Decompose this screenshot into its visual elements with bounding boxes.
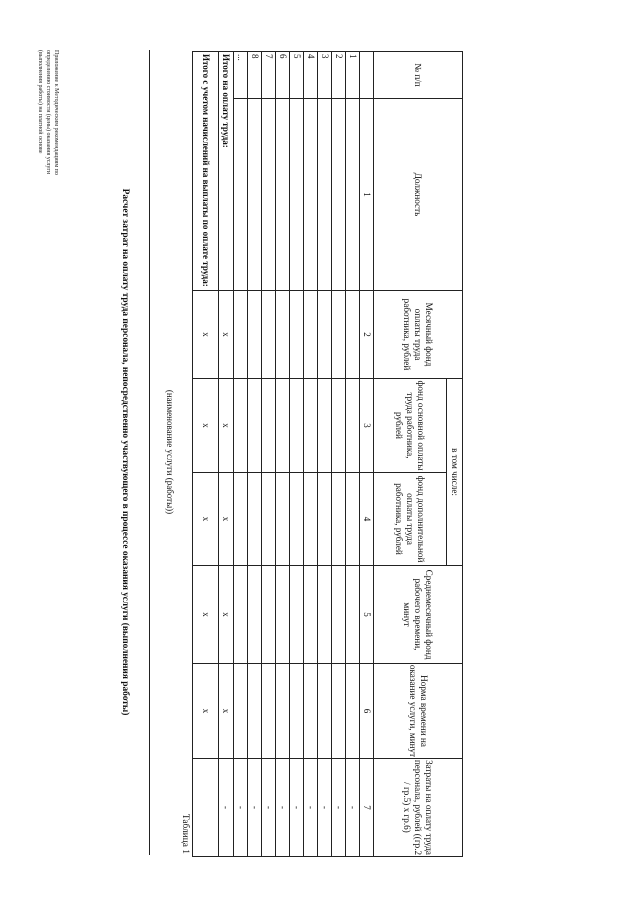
cell-additional-fund	[304, 473, 318, 566]
document-title: Расчет затрат на оплату труда персонала, непосредственно участвующего в процессе оказания услуги (выполнения работы)	[120, 188, 130, 716]
table-row	[234, 52, 248, 857]
cell-additional-fund	[318, 473, 332, 566]
cell-labor-costs: -	[304, 759, 318, 857]
row-num: 8	[248, 52, 262, 99]
cell-position	[318, 99, 332, 291]
cell-time-norm	[248, 664, 262, 759]
cell-time-norm	[262, 664, 276, 759]
cell-basic-fund	[234, 379, 248, 473]
cell-labor-costs: -	[248, 759, 262, 857]
cell-avg-worktime	[248, 566, 262, 664]
header-including: в том числе:	[447, 379, 463, 566]
cell-position	[276, 99, 290, 291]
total-with-charges-labor-costs	[193, 759, 219, 857]
row-num: ...	[234, 52, 248, 99]
appendix-note	[36, 50, 60, 270]
cell-position	[346, 99, 360, 291]
total-with-charges-avg-worktime: х	[193, 566, 219, 664]
total-avg-worktime: х	[219, 566, 234, 664]
total-with-charges-monthly-fund: х	[193, 291, 219, 379]
cell-labor-costs: -	[234, 759, 248, 857]
total-with-charges-basic-fund: х	[193, 379, 219, 473]
total-basic-fund: х	[219, 379, 234, 473]
cell-additional-fund	[332, 473, 346, 566]
header-labor-costs: Затраты на оплату труда персонала, рублей ((гр.2 / гр.5) х гр.6)	[374, 759, 463, 857]
total-labor-costs: -	[219, 759, 234, 857]
row-num: 1	[346, 52, 360, 99]
cell-time-norm	[276, 664, 290, 759]
cell-additional-fund	[346, 473, 360, 566]
table-row	[290, 52, 304, 857]
row-num: 3	[318, 52, 332, 99]
column-number: 2	[360, 291, 374, 379]
cell-labor-costs: -	[346, 759, 360, 857]
header-basic-fund: фонд основной оплаты труда работника, рублей	[374, 379, 447, 473]
cell-position	[248, 99, 262, 291]
cell-labor-costs: -	[318, 759, 332, 857]
cell-basic-fund	[290, 379, 304, 473]
total-with-charges-row	[193, 52, 219, 857]
cell-basic-fund	[276, 379, 290, 473]
cell-time-norm	[304, 664, 318, 759]
column-number: 3	[360, 379, 374, 473]
cell-basic-fund	[346, 379, 360, 473]
cell-labor-costs: -	[262, 759, 276, 857]
total-additional-fund: х	[219, 473, 234, 566]
cell-avg-worktime	[346, 566, 360, 664]
table-row	[318, 52, 332, 857]
table-row	[276, 52, 290, 857]
header-avg-worktime: Среднемесячный фонд рабочего времени, минут	[374, 566, 463, 664]
cell-additional-fund	[262, 473, 276, 566]
cell-monthly-fund	[276, 291, 290, 379]
column-number: 7	[360, 759, 374, 857]
cell-position	[262, 99, 276, 291]
cell-position	[234, 99, 248, 291]
cell-avg-worktime	[332, 566, 346, 664]
column-number: 5	[360, 566, 374, 664]
cell-time-norm	[290, 664, 304, 759]
appendix-note-line: (выполнения работы) на платной основе	[37, 50, 43, 154]
cell-avg-worktime	[276, 566, 290, 664]
header-num: № п/п	[374, 52, 463, 99]
cell-avg-worktime	[234, 566, 248, 664]
column-number: 6	[360, 664, 374, 759]
cell-basic-fund	[318, 379, 332, 473]
total-time-norm: х	[219, 664, 234, 759]
cell-position	[332, 99, 346, 291]
table-row	[346, 52, 360, 857]
cell-monthly-fund	[262, 291, 276, 379]
service-name-line	[149, 50, 150, 855]
total-label: Итого на оплату труда:	[219, 52, 234, 291]
row-num: 5	[290, 52, 304, 99]
table-row	[304, 52, 318, 857]
cell-monthly-fund	[304, 291, 318, 379]
cell-labor-costs: -	[276, 759, 290, 857]
row-num: 2	[332, 52, 346, 99]
service-name-caption: (наименование услуги (работы))	[165, 389, 175, 515]
table-row	[248, 52, 262, 857]
appendix-note-line: Приложение к Методическим рекомендациям по	[53, 50, 59, 175]
appendix-note-line: определению стоимости (цены) оказания услуги	[45, 50, 51, 175]
cell-monthly-fund	[346, 291, 360, 379]
cell-time-norm	[234, 664, 248, 759]
cell-time-norm	[332, 664, 346, 759]
cell-monthly-fund	[290, 291, 304, 379]
labor-cost-table	[192, 51, 463, 857]
total-with-charges-additional-fund: х	[193, 473, 219, 566]
cell-additional-fund	[234, 473, 248, 566]
column-number-row	[360, 52, 374, 857]
table-row	[262, 52, 276, 857]
header-monthly-fund: Месячный фонд оплаты труда работника, рублей	[374, 291, 463, 379]
row-num: 7	[262, 52, 276, 99]
cell-additional-fund	[248, 473, 262, 566]
row-num: 4	[304, 52, 318, 99]
header-additional-fund: фонд дополнительной оплаты труда работника, рублей	[374, 473, 447, 566]
table-row	[332, 52, 346, 857]
cell-monthly-fund	[234, 291, 248, 379]
header-row-top	[447, 52, 463, 857]
cell-monthly-fund	[248, 291, 262, 379]
cell-basic-fund	[248, 379, 262, 473]
total-row	[219, 52, 234, 857]
cell-monthly-fund	[332, 291, 346, 379]
cell-avg-worktime	[262, 566, 276, 664]
column-number: 1	[360, 99, 374, 291]
total-monthly-fund: х	[219, 291, 234, 379]
cell-labor-costs: -	[332, 759, 346, 857]
column-number-blank	[360, 52, 374, 99]
row-num: 6	[276, 52, 290, 99]
total-with-charges-label: Итого с учетом начислений на выплаты по оплате труда:	[193, 52, 219, 291]
cell-additional-fund	[276, 473, 290, 566]
cell-avg-worktime	[290, 566, 304, 664]
cell-basic-fund	[332, 379, 346, 473]
cell-avg-worktime	[318, 566, 332, 664]
cell-position	[290, 99, 304, 291]
total-with-charges-time-norm: х	[193, 664, 219, 759]
header-time-norm: Норма времени на оказание услуги, минут	[374, 664, 463, 759]
cell-avg-worktime	[304, 566, 318, 664]
cell-monthly-fund	[318, 291, 332, 379]
column-number: 4	[360, 473, 374, 566]
cell-labor-costs: -	[290, 759, 304, 857]
cell-time-norm	[318, 664, 332, 759]
cell-position	[304, 99, 318, 291]
cell-time-norm	[346, 664, 360, 759]
cell-basic-fund	[262, 379, 276, 473]
table-label: Таблица 1	[180, 813, 190, 854]
cell-additional-fund	[290, 473, 304, 566]
header-position: Должность	[374, 99, 463, 291]
cell-basic-fund	[304, 379, 318, 473]
